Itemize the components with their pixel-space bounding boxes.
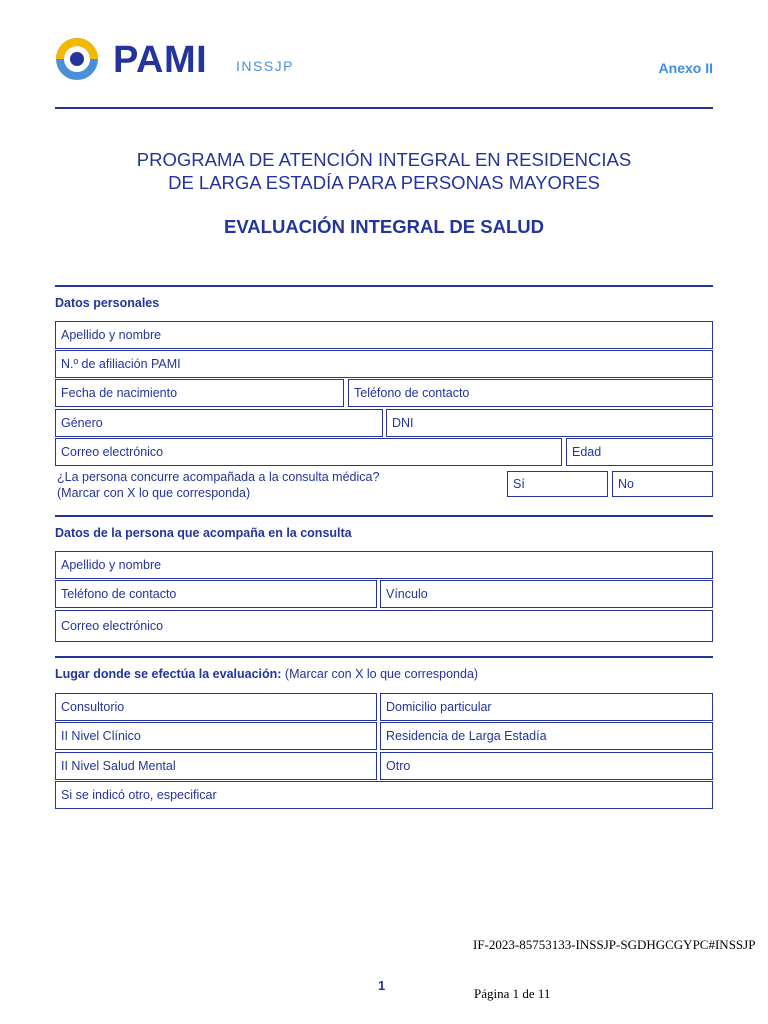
pami-logo-icon (55, 37, 99, 81)
field-companion-telefono[interactable] (55, 580, 377, 608)
field-afiliacion[interactable] (55, 350, 713, 378)
field-label: DNI (392, 416, 414, 430)
option-otro[interactable] (380, 752, 713, 780)
option-consultorio[interactable] (55, 693, 377, 721)
field-label: Vínculo (386, 587, 428, 601)
field-apellido[interactable] (55, 321, 713, 349)
field-label: Apellido y nombre (61, 328, 162, 342)
document-title: EVALUACIÓN INTEGRAL DE SALUD (224, 216, 544, 237)
option-label: II Nivel Clínico (61, 729, 141, 743)
field-label: Edad (572, 445, 602, 459)
option-nivel-mental[interactable] (55, 752, 377, 780)
section-heading-place-note: (Marcar con X lo que corresponda) (281, 667, 479, 681)
logo-subtitle: INSSJP (236, 58, 295, 74)
annex-label: Anexo II (658, 60, 713, 76)
page-number: 1 (378, 978, 386, 993)
option-label: II Nivel Salud Mental (61, 759, 176, 773)
logo-text: PAMI (113, 39, 208, 81)
section-divider (55, 285, 713, 287)
field-dni[interactable] (386, 409, 713, 437)
accompanied-question-line2: (Marcar con X lo que corresponda) (57, 486, 251, 500)
section-heading-place-bold: Lugar donde se efectúa la evaluación: (55, 667, 282, 681)
field-correo[interactable] (55, 438, 562, 466)
field-edad[interactable] (566, 438, 713, 466)
field-label: Apellido y nombre (61, 558, 162, 572)
field-especificar[interactable] (55, 781, 713, 809)
field-label: Correo electrónico (61, 445, 164, 459)
section-divider (55, 515, 713, 517)
option-label: Otro (386, 759, 411, 773)
header-divider (55, 107, 713, 109)
field-label: Si se indicó otro, especificar (61, 788, 217, 802)
field-companion-correo[interactable] (55, 610, 713, 642)
program-title-line1: PROGRAMA DE ATENCIÓN INTEGRAL EN RESIDENCIAS (136, 149, 632, 170)
accompanied-question (57, 469, 379, 501)
section-heading-place (55, 667, 478, 681)
section-heading-companion: Datos de la persona que acompaña en la consulta (55, 526, 352, 540)
option-residencia[interactable] (380, 722, 713, 750)
checkbox-label: Sí (513, 477, 525, 491)
option-domicilio[interactable] (380, 693, 713, 721)
field-telefono[interactable] (348, 379, 713, 407)
field-label: Género (61, 416, 103, 430)
option-nivel-clinico[interactable] (55, 722, 377, 750)
section-heading-personal: Datos personales (55, 296, 160, 310)
field-label: Fecha de nacimiento (61, 386, 178, 400)
field-label: Teléfono de contacto (354, 386, 470, 400)
section-divider (55, 656, 713, 658)
field-nacimiento[interactable] (55, 379, 344, 407)
checkbox-no[interactable] (612, 471, 713, 497)
field-label: N.º de afiliación PAMI (61, 357, 181, 371)
field-genero[interactable] (55, 409, 383, 437)
field-label: Correo electrónico (61, 619, 164, 633)
document-id: IF-2023-85753133-INSSJP-SGDHGCGYPC#INSSJP (473, 937, 756, 952)
checkbox-si[interactable] (507, 471, 608, 497)
accompanied-question-line1: ¿La persona concurre acompañada a la consulta médica? (57, 470, 380, 484)
field-companion-vinculo[interactable] (380, 580, 713, 608)
program-title-line2: DE LARGA ESTADÍA PARA PERSONAS MAYORES (168, 172, 600, 193)
field-companion-apellido[interactable] (55, 551, 713, 579)
page-of-label: Página 1 de 11 (474, 986, 551, 1001)
option-label: Residencia de Larga Estadía (386, 729, 547, 743)
field-label: Teléfono de contacto (61, 587, 177, 601)
checkbox-label: No (618, 477, 634, 491)
program-title (55, 148, 713, 194)
option-label: Consultorio (61, 700, 125, 714)
option-label: Domicilio particular (386, 700, 492, 714)
